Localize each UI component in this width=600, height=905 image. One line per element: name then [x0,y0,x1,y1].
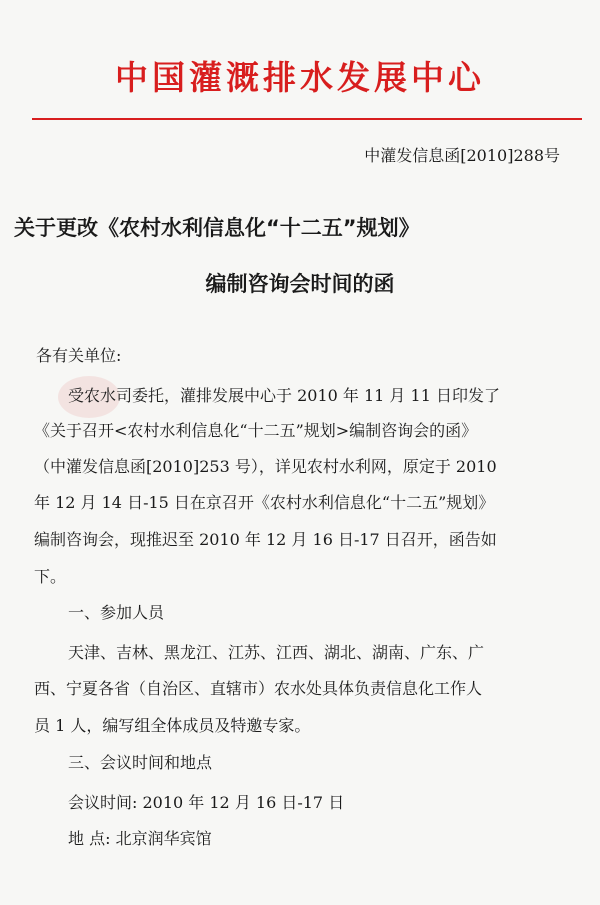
body-line: （中灌发信息函[2010]253 号），详见农村水利网，原定于 2010 [34,457,497,476]
body-line: 西、宁夏各省（自治区、直辖市）农水处具体负责信息化工作人 [34,679,483,698]
body-line: 下。 [34,567,67,586]
body-line: 《关于召开<农村水利信息化“十二五”规划>编制咨询会的函》 [34,421,478,440]
body-line: 年 12 月 14 日-15 日在京召开《农村水利信息化“十二五”规划》 [34,493,495,512]
red-divider [32,118,582,120]
document-number: 中灌发信息函[2010]288号 [364,146,560,165]
section-heading-participants: 一、参加人员 [68,603,165,622]
body-line: 天津、吉林、黑龙江、江苏、江西、湖北、湖南、广东、广 [68,643,485,662]
title-line-2: 编制咨询会时间的函 [205,272,395,296]
section-heading-time-place: 三、会议时间和地点 [68,753,213,772]
title-line-1: 关于更改《农村水利信息化“十二五”规划》 [14,216,420,240]
body-line: 员 1 人，编写组全体成员及特邀专家。 [34,716,311,735]
body-line: 编制咨询会，现推迟至 2010 年 12 月 16 日-17 日召开，函告如 [34,530,497,549]
meeting-time: 会议时间: 2010 年 12 月 16 日-17 日 [68,793,345,812]
organization-header: 中国灌溉排水发展中心 [115,58,485,97]
body-line: 受农水司委托，灌排发展中心于 2010 年 11 月 11 日印发了 [68,386,500,405]
salutation: 各有关单位: [36,346,122,365]
meeting-place: 地 点: 北京润华宾馆 [68,829,212,848]
